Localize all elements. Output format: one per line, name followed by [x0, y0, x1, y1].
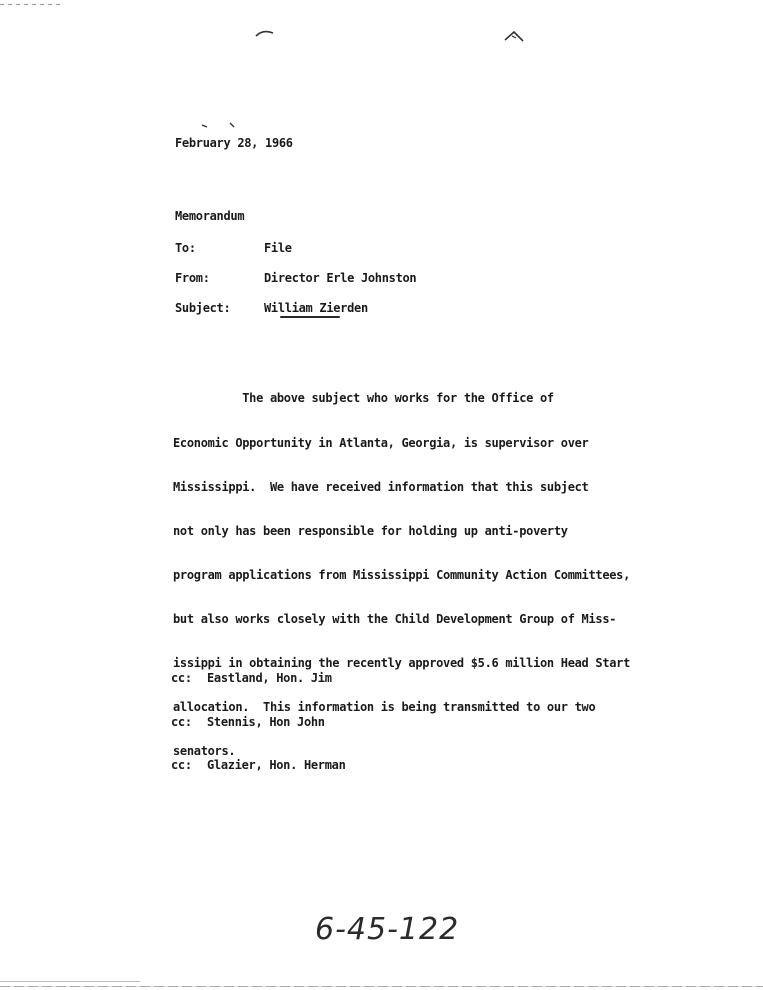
scan-edge [0, 986, 763, 987]
memo-type: Memorandum [175, 209, 245, 223]
from-label: From: [175, 271, 210, 285]
file-number-handwritten: 6-45-122 [315, 912, 460, 947]
cc-row [171, 715, 346, 730]
body-line: but also works closely with the Child Development Group of Miss- [173, 611, 617, 626]
to-value: File [264, 241, 292, 255]
cc-name: Eastland, Hon. Jim [207, 671, 332, 685]
body-line: issippi in obtaining the recently approved $5.6 million Head Start [173, 656, 631, 671]
cc-row [171, 758, 346, 773]
cc-label: cc: [171, 671, 192, 685]
cc-name: Stennis, Hon John [207, 714, 325, 729]
cc-label: cc: [171, 758, 192, 772]
body-line: senators. [173, 744, 236, 759]
subject-value: William Zierden [264, 301, 368, 315]
body-line: program applications from Mississippi Community Action Committees, [173, 567, 631, 582]
body-line: allocation. This information is being transmitted to our two [173, 700, 596, 715]
subject-label: Subject: [175, 301, 231, 315]
body-line: Economic Opportunity in Atlanta, Georgia, is supervisor over [173, 435, 589, 450]
cc-label: cc: [171, 714, 192, 729]
cc-row [171, 671, 346, 686]
to-label: To: [175, 241, 196, 255]
scan-mark [255, 28, 275, 40]
body-line: The above subject who works for the Office of [173, 391, 554, 406]
from-value: Director Erle Johnston [264, 271, 417, 285]
memo-date: February 28, 1966 [175, 136, 293, 150]
body-line: Mississippi. We have received information that this subject [173, 479, 589, 494]
cc-list [171, 642, 346, 802]
subject-underline [280, 316, 340, 318]
scan-mark [503, 28, 525, 44]
body-line: not only has been responsible for holding up anti-poverty [173, 523, 568, 538]
scan-edge [0, 4, 60, 5]
scan-edge [0, 981, 140, 982]
cc-name: Glazier, Hon. Herman [207, 758, 346, 772]
scan-mark [200, 121, 240, 131]
